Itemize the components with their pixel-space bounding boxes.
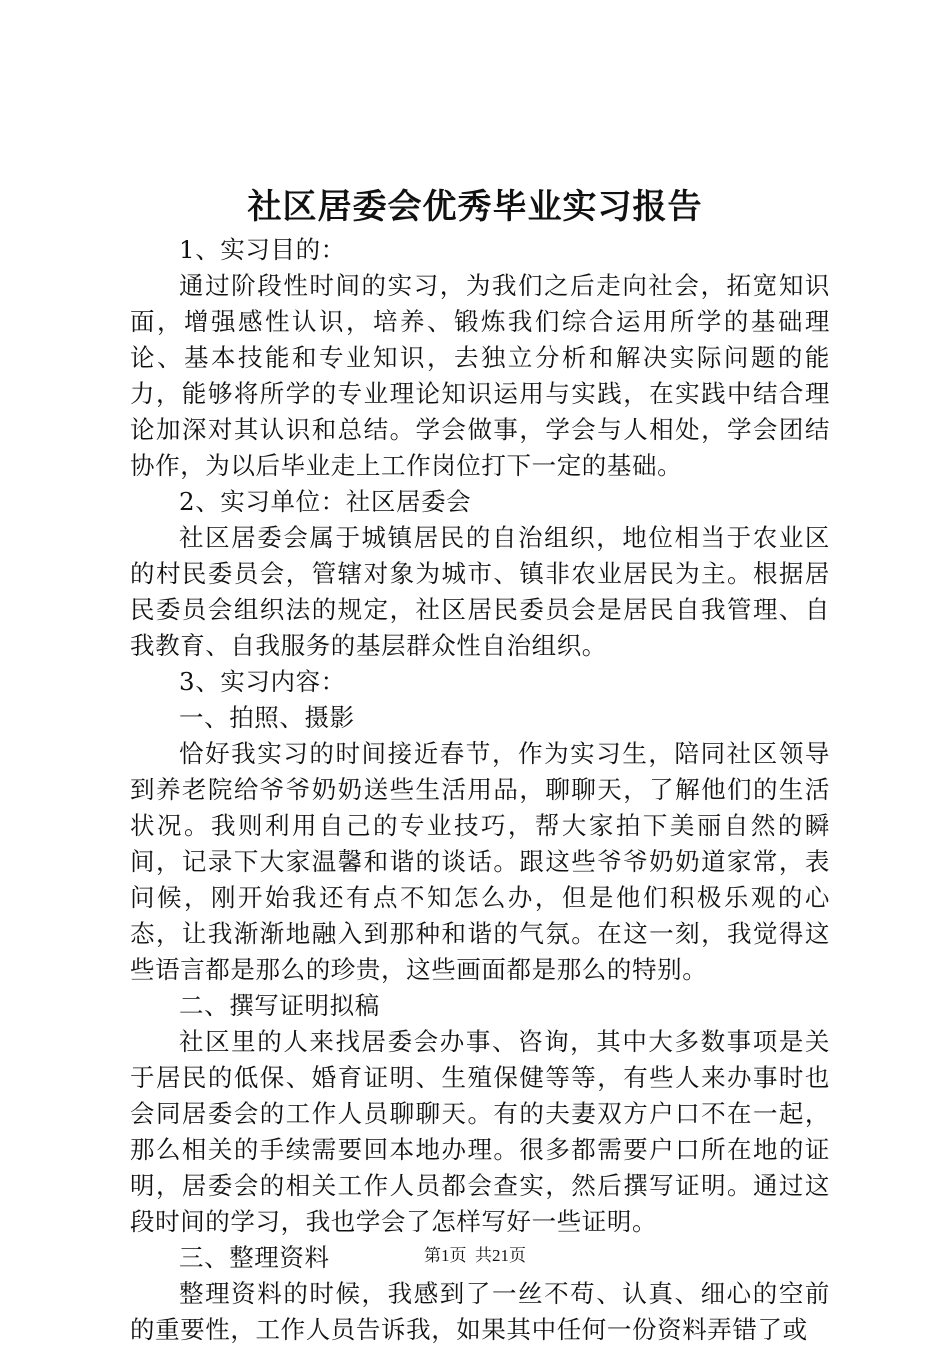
page-total: 共21页 [475, 1246, 526, 1265]
document-body [130, 232, 830, 1348]
paragraph: 一、拍照、摄影 [179, 703, 355, 732]
paragraph: 整理资料的时候，我感到了一丝不苟、认真、细心的空前的重要性，工作人员告诉我，如果其中任何一份资料弄错了或 [130, 1279, 830, 1344]
paragraph: 社区里的人来找居委会办事、咨询，其中大多数事项是关于居民的低保、婚育证明、生殖保健等等，有些人来办事时也会同居委会的工作人员聊聊天。有的夫妻双方户口不在一起，那么相关的手续需要回本地办理。很多都需要户口所在地的证明，居委会的相关工作人员都会查实，然后撰写证明。通过这段时间的学习，我也学会了怎样写好一些证明。 [130, 1027, 830, 1236]
paragraph: 2、实习单位：社区居委会 [179, 487, 472, 516]
page-footer [0, 1244, 950, 1268]
paragraph: 三、整理资料 [179, 1243, 330, 1272]
paragraph: 1、实习目的： [179, 235, 346, 264]
paragraph: 恰好我实习的时间接近春节，作为实习生，陪同社区领导到养老院给爷爷奶奶送些生活用品，聊聊天，了解他们的生活状况。我则利用自己的专业技巧，帮大家拍下美丽自然的瞬间，记录下大家温馨和谐的谈话。跟这些爷爷奶奶道家常，表问候，刚开始我还有点不知怎么办，但是他们积极乐观的心态，让我渐渐地融入到那种和谐的气氛。在这一刻，我觉得这些语言都是那么的珍贵，这些画面都是那么的特别。 [130, 739, 830, 984]
document-title: 社区居委会优秀毕业实习报告 [247, 187, 703, 227]
paragraph: 3、实习内容： [179, 667, 346, 696]
paragraph: 通过阶段性时间的实习，为我们之后走向社会，拓宽知识面，增强感性认识，培养、锻炼我们综合运用所学的基础理论、基本技能和专业知识，去独立分析和解决实际问题的能力，能够将所学的专业理论知识运用与实践，在实践中结合理论加深对其认识和总结。学会做事，学会与人相处，学会团结协作，为以后毕业走上工作岗位打下一定的基础。 [130, 271, 830, 480]
paragraph: 二、撰写证明拟稿 [179, 991, 380, 1020]
page-number: 第1页 [424, 1246, 467, 1265]
paragraph: 社区居委会属于城镇居民的自治组织，地位相当于农业区的村民委员会，管辖对象为城市、镇非农业居民为主。根据居民委员会组织法的规定，社区居民委员会是居民自我管理、自我教育、自我服务的基层群众性自治组织。 [130, 523, 830, 660]
